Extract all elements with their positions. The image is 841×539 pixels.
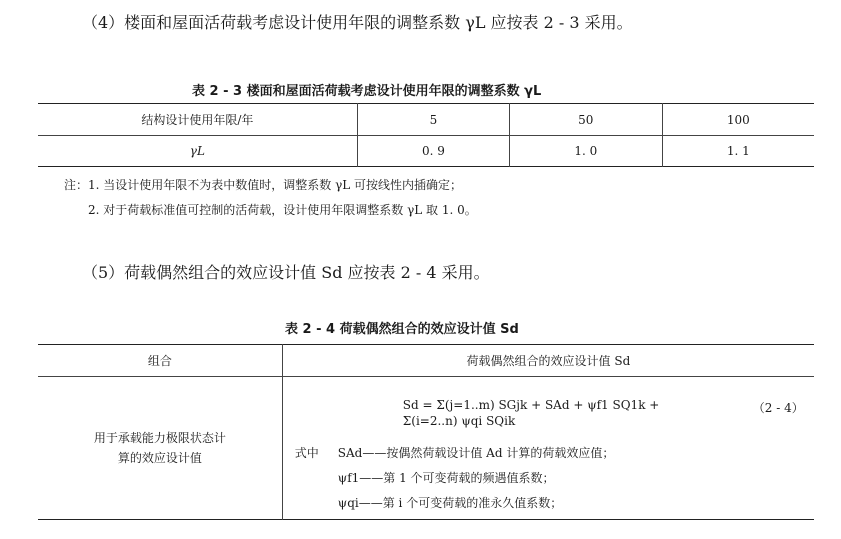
table-2-3-caption: 表 2 - 3 楼面和屋面活荷载考虑设计使用年限的调整系数 γL xyxy=(192,84,542,99)
table-2-3 xyxy=(38,103,814,167)
definition-3: ψqi——第 i 个可变荷载的准永久值系数； xyxy=(337,496,563,510)
table-cell: 50 xyxy=(510,104,662,136)
table-note-1: 注：1. 当设计使用年限不为表中数值时，调整系数 γL 可按线性内插确定； xyxy=(64,178,463,192)
formula-equation: Sd = Σ(j=1..m) SGjk + SAd + ψf1 SQ1k + Σ(i=2..n) ψqi SQik xyxy=(402,398,660,428)
table-row xyxy=(38,377,814,520)
table-2-4 xyxy=(38,344,814,520)
paragraph-4: （4）楼面和屋面活荷载考虑设计使用年限的调整系数 γL 应按表 2 - 3 采用。 xyxy=(82,13,633,32)
table-cell: 0. 9 xyxy=(357,136,509,167)
definition-2: ψf1——第 1 个可变荷载的频遇值系数； xyxy=(337,471,555,485)
definition-1: SAd——按偶然荷载设计值 Ad 计算的荷载效应值； xyxy=(337,446,615,460)
table-row xyxy=(38,136,814,167)
table-2-4-caption: 表 2 - 4 荷载偶然组合的效应设计值 Sd xyxy=(285,322,519,337)
formula-cell xyxy=(282,377,814,520)
table-note-2: 2. 对于荷载标准值可控制的活荷载，设计使用年限调整系数 γL 取 1. 0。 xyxy=(88,203,477,217)
table-header-cell: 荷载偶然组合的效应设计值 Sd xyxy=(282,345,814,377)
row-label: 用于承载能力极限状态计算的效应设计值 xyxy=(93,431,226,465)
table-row xyxy=(38,104,814,136)
table-cell: 结构设计使用年限/年 xyxy=(141,113,254,127)
table-cell: 1. 0 xyxy=(510,136,662,167)
table-cell: 100 xyxy=(662,104,814,136)
table-header-row xyxy=(38,345,814,377)
table-cell: 5 xyxy=(357,104,509,136)
table-cell: γL xyxy=(189,144,205,158)
where-label: 式中 xyxy=(294,446,319,460)
formula-number: （2 - 4） xyxy=(752,401,804,415)
paragraph-5: （5）荷载偶然组合的效应设计值 Sd 应按表 2 - 4 采用。 xyxy=(82,263,490,282)
table-header-cell: 组合 xyxy=(147,354,172,368)
table-cell: 1. 1 xyxy=(662,136,814,167)
